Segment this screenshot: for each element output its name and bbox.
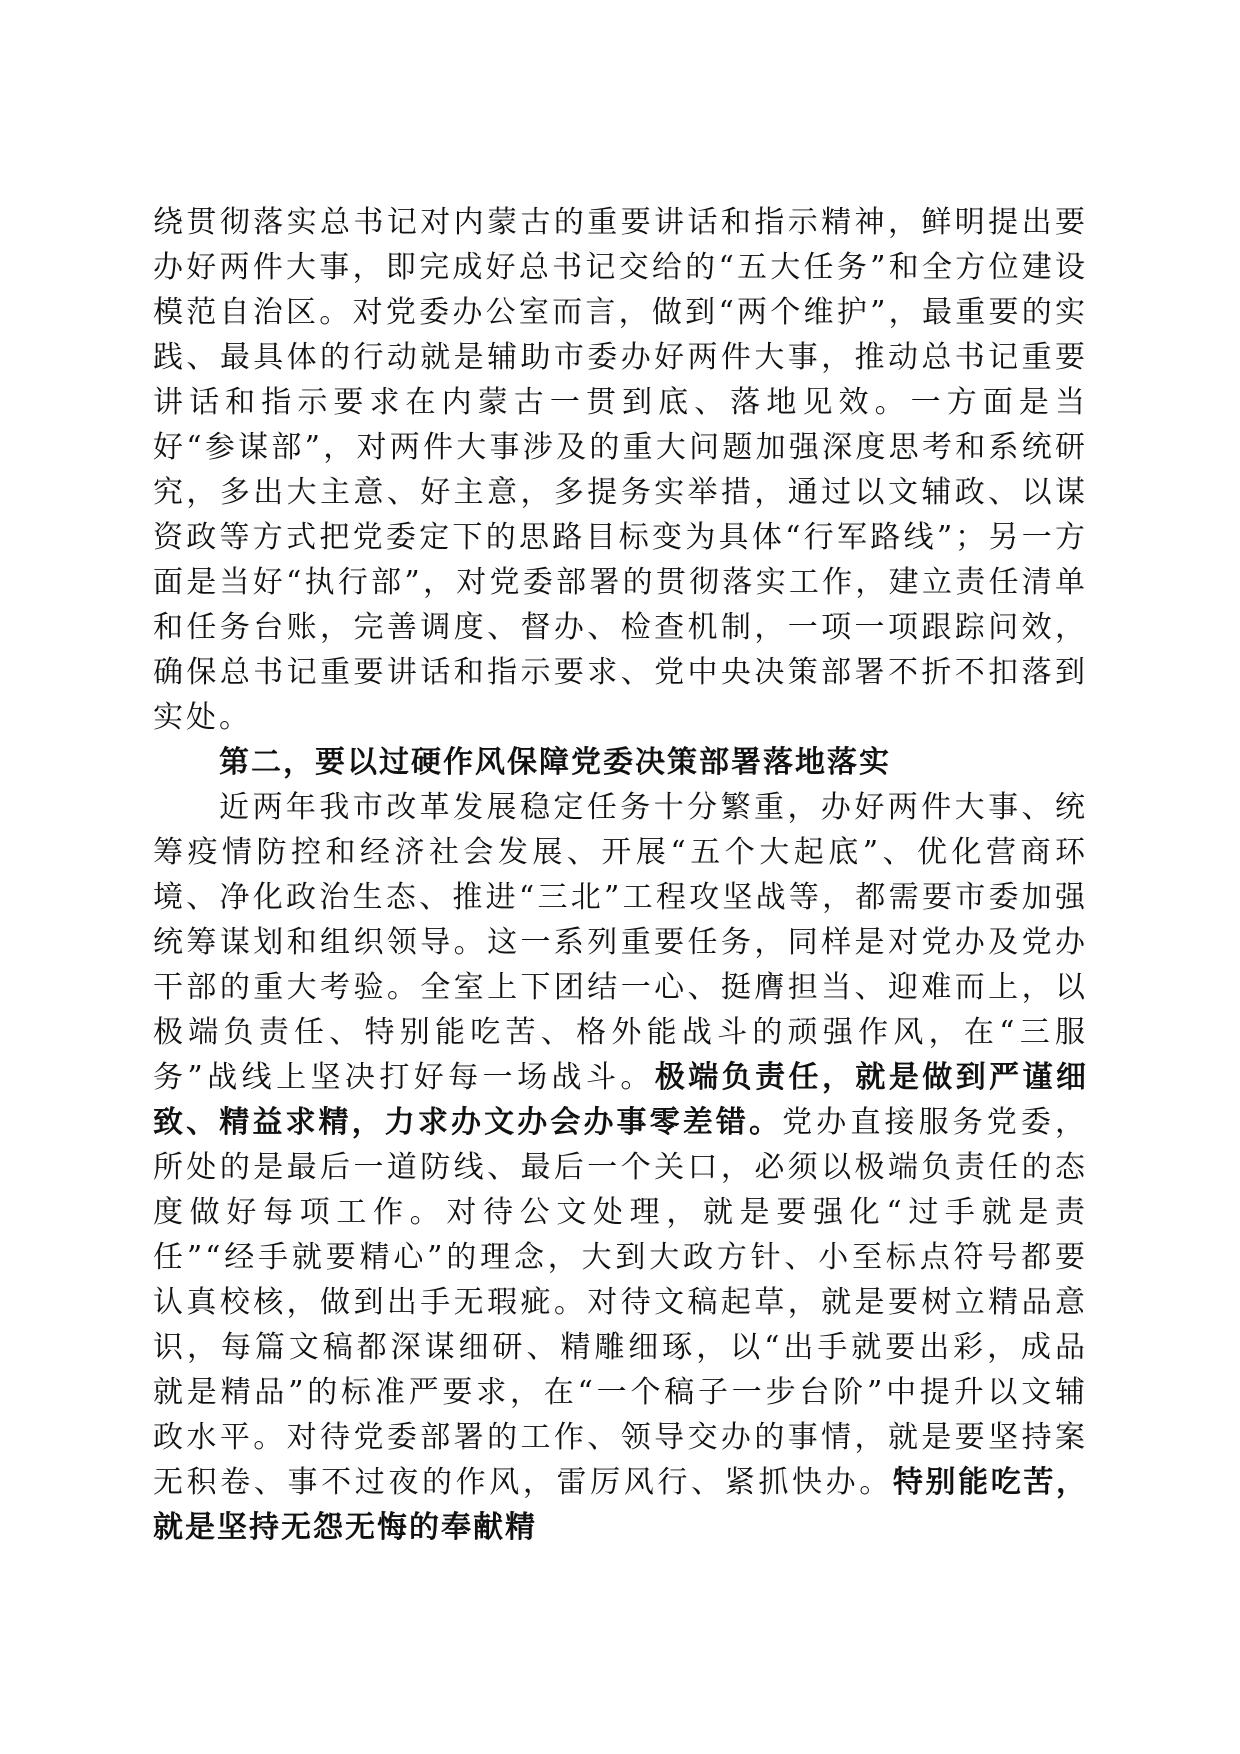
paragraph-body bbox=[153, 785, 1088, 1550]
paragraph-text: 党办直接服务党委，所处的是最后一道防线、最后一个关口，必须以极端负责任的态度做好每项工作。对待公文处理，就是要强化“过手就是责任”“经手就要精心”的理念，大到大政方针、小至标点符号都要认真校核，做到出手无瑕疵。对待文稿起草，就是要树立精品意识，每篇文稿都深谋细研、精雕细琢，以“出手就要出彩，成品就是精品”的标准严要求，在“一个稿子一步台阶”中提升以文辅政水平。对待党委部署的工作、领导交办的事情，就是要坚持案无积卷、事不过夜的作风，雷厉风行、紧抓快办。 bbox=[153, 1105, 1089, 1500]
document-body bbox=[153, 200, 1088, 1550]
paragraph-text: 近两年我市改革发展稳定任务十分繁重，办好两件大事、统筹疫情防控和经济社会发展、开展“五个大起底”、优化营商环境、净化政治生态、推进“三北”工程攻坚战等，都需要市委加强统筹谋划和组织领导。这一系列重要任务，同样是对党办及党办干部的重大考验。全室上下团结一心、挺膺担当、迎难而上，以极端负责任、特别能吃苦、格外能战斗的顽强作风，在“三服务”战线上坚决打好每一场战斗。 bbox=[153, 790, 1088, 1095]
bold-key-point: 极端负责任，就是做到严谨细致、精益求精，力求办文办会办事零差错。 bbox=[153, 1060, 1088, 1140]
section-heading: 第二，要以过硬作风保障党委决策部署落地落实 bbox=[219, 745, 891, 780]
bold-key-point: 特别能吃苦，就是坚持无怨无悔的奉献精 bbox=[153, 1465, 1089, 1545]
paragraph-continued: 绕贯彻落实总书记对内蒙古的重要讲话和指示精神，鲜明提出要办好两件大事，即完成好总书记交给的“五大任务”和全方位建设模范自治区。对党委办公室而言，做到“两个维护”，最重要的实践、最具体的行动就是辅助市委办好两件大事，推动总书记重要讲话和指示要求在内蒙古一贯到底、落地见效。一方面是当好“参谋部”，对两件大事涉及的重大问题加强深度思考和系统研究，多出大主意、好主意，多提务实举措，通过以文辅政、以谋资政等方式把党委定下的思路目标变为具体“行军路线”；另一方面是当好“执行部”，对党委部署的贯彻落实工作，建立责任清单和任务台账，完善调度、督办、检查机制，一项一项跟踪问效，确保总书记重要讲话和指示要求、党中央决策部署不折不扣落到实处。 bbox=[153, 205, 1088, 735]
